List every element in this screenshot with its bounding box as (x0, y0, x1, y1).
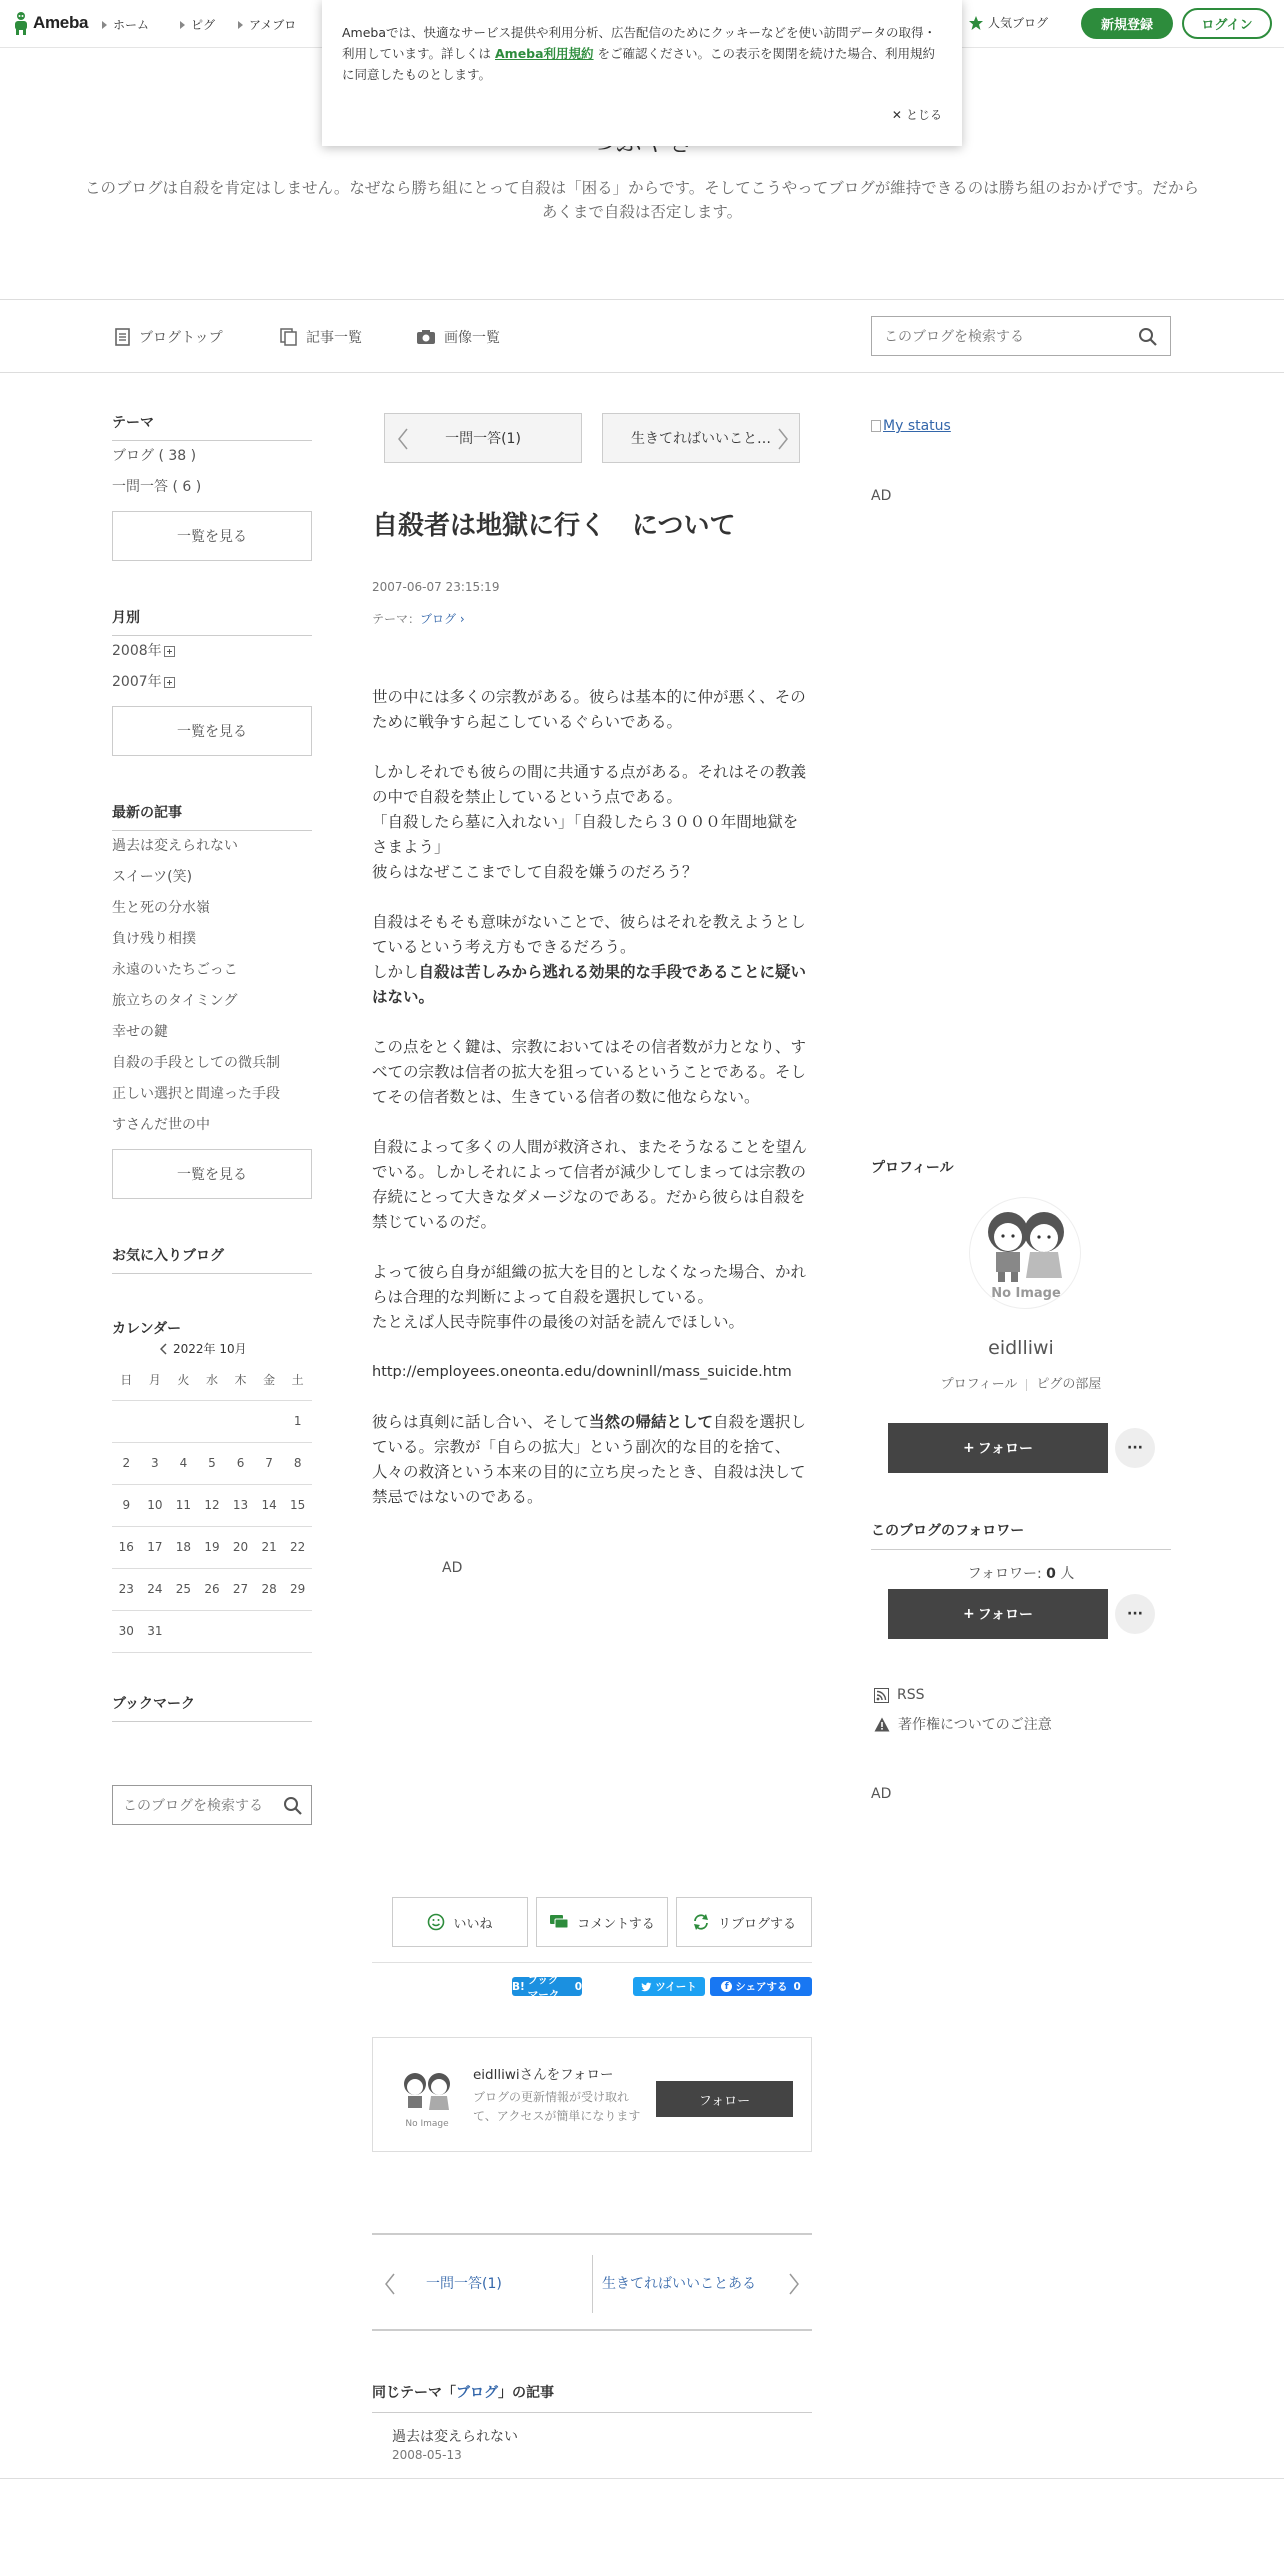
calendar-day: 22 (283, 1526, 312, 1568)
calendar-day: 17 (141, 1526, 170, 1568)
star-icon (968, 15, 984, 31)
rss-link[interactable]: RSS (874, 1687, 925, 1703)
calendar-day: 3 (141, 1442, 170, 1484)
recent-item[interactable]: 幸せの鍵 (112, 1024, 168, 1040)
article-body (372, 685, 812, 1535)
chevron-right-icon[interactable] (788, 2273, 800, 2295)
signup-button[interactable]: 新規登録 (1081, 8, 1173, 39)
theme-heading: テーマ (112, 412, 312, 441)
ameba-logo-icon (12, 11, 30, 35)
recent-item[interactable]: 永遠のいたちごっこ (112, 962, 238, 978)
paragraph: よって彼ら自身が組織の拡大を目的としなくなった場合、かれらは合理的な判断によって自殺を選択している。 たとえば人民寺院事件の最後の対話を読んでほしい。 (372, 1263, 807, 1331)
weekday: 月 (141, 1360, 170, 1400)
calendar-table (112, 1360, 312, 1653)
nav-articles[interactable]: 記事一覧 (280, 327, 362, 347)
blog-description: このブログは自殺を肯定はしません。なぜなら勝ち組にとって自殺は「困る」からです。そしてこうやってブログが維持できるのは勝ち組のおかげです。だからあくまで自殺は否定します。 (85, 179, 1199, 221)
calendar-week (112, 1400, 312, 1442)
profile-links (871, 1373, 1171, 1392)
profile-name[interactable]: eidlliwi (988, 1337, 1054, 1359)
prev-article-button[interactable]: 一問一答(1) (384, 413, 582, 463)
followers-count: フォロワー: 0 人 (967, 1566, 1075, 1582)
like-button[interactable]: いいね (392, 1897, 528, 1947)
calendar-week (112, 1568, 312, 1610)
calendar-week (112, 1442, 312, 1484)
year-2007[interactable]: 2007年 (112, 671, 175, 691)
copy-icon (280, 328, 298, 346)
weekday: 土 (283, 1360, 312, 1400)
bookmark-heading: ブックマーク (112, 1693, 312, 1722)
topnav-pigg[interactable]: ピグ (180, 16, 215, 33)
calendar-day (141, 1400, 170, 1442)
cookie-close-button[interactable]: ✕ とじる (892, 105, 942, 126)
hatena-bookmark-button[interactable]: B! ブックマーク 0 (512, 1973, 582, 2001)
bottom-pagination (372, 2233, 812, 2331)
calendar-day: 14 (255, 1484, 284, 1526)
cookie-text: Amebaでは、快適なサービス提供や利用分析、広告配信のためにクッキーなどを使い訪問データの取得・利用しています。詳しくは (342, 25, 937, 61)
weekday: 水 (198, 1360, 227, 1400)
profile-heading: プロフィール (871, 1160, 954, 1176)
calendar-day: 10 (141, 1484, 170, 1526)
triangle-right-icon (238, 21, 243, 29)
recent-item[interactable]: スイーツ(笑) (112, 869, 193, 885)
hatena-icon: B! (512, 1980, 525, 1993)
follow-button-2[interactable]: + フォロー (888, 1589, 1108, 1639)
ameba-logo[interactable] (12, 11, 88, 35)
monthly-heading: 月別 (112, 607, 312, 636)
calendar-day (198, 1400, 227, 1442)
plus-icon: + (962, 1606, 975, 1622)
calendar-week (112, 1484, 312, 1526)
follow-card-button[interactable]: フォロー (656, 2081, 793, 2117)
recent-item[interactable]: すさんだ世の中 (112, 1117, 210, 1133)
same-theme-link[interactable]: ブログ (456, 2385, 498, 2401)
calendar-day: 31 (141, 1610, 170, 1652)
weekday: 木 (226, 1360, 255, 1400)
avatar[interactable] (969, 1197, 1081, 1309)
calendar-day: 7 (255, 1442, 284, 1484)
terms-link[interactable]: Ameba利用規約 (495, 46, 594, 61)
calendar-day: 25 (169, 1568, 198, 1610)
calendar-day: 11 (169, 1484, 198, 1526)
recent-see-all-button[interactable]: 一覧を見る (112, 1149, 312, 1199)
cookie-notice (322, 0, 962, 146)
tweet-button[interactable]: ツイート (633, 1977, 705, 1996)
no-image-caption: No Image (405, 2119, 449, 2129)
recent-item[interactable]: 負け残り相撲 (112, 931, 196, 947)
paragraph: 自殺によって多くの人間が救済され、またそうなることを望んでいる。しかしそれによって信者が減少してしまっては宗教の存続にとって大きなダメージなのである。だから彼らは自殺を禁じているのだ。 (372, 1138, 807, 1231)
favorites-heading: お気に入りブログ (112, 1245, 312, 1274)
calendar-day: 8 (283, 1442, 312, 1484)
login-button[interactable]: ログイン (1182, 8, 1272, 39)
year-2008[interactable]: 2008年 (112, 640, 175, 660)
weekday: 日 (112, 1360, 141, 1400)
follow-card (372, 2037, 812, 2152)
topnav-ameblo[interactable]: アメブロ (238, 16, 296, 33)
close-icon: ✕ (891, 108, 902, 122)
calendar-day: 2 (112, 1442, 141, 1484)
calendar-day (169, 1400, 198, 1442)
weekday: 金 (255, 1360, 284, 1400)
calendar-day: 9 (112, 1484, 141, 1526)
plus-icon: + (962, 1440, 975, 1456)
expand-icon[interactable] (164, 677, 175, 688)
blog-navbar (0, 299, 1284, 373)
ad-label: AD (442, 1560, 463, 1576)
cookie-text-after: をご確認ください。この表示を関閉を続けた場合、利用規約に同意したものとします。 (342, 46, 936, 82)
search-icon[interactable] (283, 1796, 303, 1816)
theme-see-all-button[interactable]: 一覧を見る (112, 511, 312, 561)
ameba-logo-text: Ameba (33, 13, 89, 32)
calendar-week (112, 1526, 312, 1568)
calendar-day (255, 1400, 284, 1442)
comment-icon (549, 1914, 569, 1930)
recent-heading: 最新の記事 (112, 802, 312, 831)
warning-icon (874, 1717, 890, 1732)
triangle-right-icon (102, 21, 107, 29)
calendar-heading: カレンダー (112, 1321, 182, 1337)
twitter-bird-icon (641, 1982, 652, 1992)
calendar-day: 27 (226, 1568, 255, 1610)
sidebar-search-input[interactable] (113, 1786, 273, 1824)
calendar-day: 29 (283, 1568, 312, 1610)
copyright-notice-link[interactable]: 著作権についてのご注意 (874, 1714, 1052, 1734)
calendar-day: 26 (198, 1568, 227, 1610)
divider (372, 1962, 812, 1963)
bottom-next-link[interactable]: 生きてればいいことある (602, 2276, 756, 2292)
nav-blog-top[interactable]: ブログトップ (115, 327, 223, 347)
chevron-right-icon: › (456, 612, 465, 626)
article-title: 自殺者は地獄に行く について (372, 511, 736, 541)
calendar-day: 16 (112, 1526, 141, 1568)
calendar-day: 5 (198, 1442, 227, 1484)
calendar-day: 15 (283, 1484, 312, 1526)
chevron-right-icon (777, 428, 789, 450)
bottom-prev-link[interactable]: 一問一答(1) (426, 2276, 502, 2292)
paragraph: この点をとく鍵は、宗教においてはその信者数が力となり、すべての宗教は信者の拡大を狙っているということである。そしてその信者数とは、生きている信者の数に他ならない。 (372, 1038, 807, 1106)
my-status-link[interactable]: My status (871, 418, 951, 434)
nav-images[interactable]: 画像一覧 (416, 327, 500, 347)
article-theme-link[interactable]: ブログ (420, 612, 457, 626)
theme-item-qa[interactable]: 一問一答 ( 6 ) (112, 479, 202, 495)
calendar-day: 18 (169, 1526, 198, 1568)
calendar-day: 20 (226, 1526, 255, 1568)
reblog-button[interactable]: リブログする (676, 1897, 812, 1947)
follow-button[interactable]: + フォロー (888, 1423, 1108, 1473)
calendar-day (169, 1610, 198, 1652)
same-theme-heading: 同じテーマ「ブログ」の記事 (372, 2382, 812, 2413)
comment-button[interactable]: コメントする (536, 1897, 668, 1947)
search-icon[interactable] (1138, 327, 1158, 347)
calendar-day: 19 (198, 1526, 227, 1568)
paragraph: 世の中には多くの宗教がある。彼らは基本的に仲が悪く、そのために戦争すら起こしているぐらいである。 (372, 688, 806, 731)
calendar-day (255, 1610, 284, 1652)
article-theme: テーマ：ブログ › (372, 612, 465, 626)
chevron-left-icon (397, 428, 409, 450)
recent-item[interactable]: 自殺の手段としての微兵制 (112, 1055, 280, 1071)
camera-icon (416, 329, 436, 345)
reblog-icon (692, 1913, 710, 1931)
monthly-see-all-button[interactable]: 一覧を見る (112, 706, 312, 756)
followers-heading: このブログのフォロワー (871, 1520, 1171, 1550)
calendar-day: 21 (255, 1526, 284, 1568)
calendar-day: 28 (255, 1568, 284, 1610)
recent-item[interactable]: 旅立ちのタイミング (112, 993, 238, 1009)
footer-divider (0, 2478, 1284, 2479)
next-article-button[interactable]: 生きてればいいこと… (602, 413, 800, 463)
calendar-day: 12 (198, 1484, 227, 1526)
facebook-share-button[interactable]: f シェアする 0 (710, 1977, 812, 1996)
recent-item[interactable]: 生と死の分水嶺 (112, 900, 210, 916)
calendar-week (112, 1610, 312, 1652)
paragraph: 彼らは真剣に話し合い、そして当然の帰結として自殺を選択している。宗教が「自らの拡大」という副次的な目的を捨て、人々の救済という本来の目的に立ち戻ったとき、自殺は決して禁忌ではないのである。 (372, 1413, 807, 1506)
smile-icon (427, 1913, 445, 1931)
calendar-day: 4 (169, 1442, 198, 1484)
profile-link[interactable]: プロフィール (940, 1377, 1018, 1392)
more-button-2[interactable]: ··· (1115, 1594, 1155, 1634)
paragraph: しかしそれでも彼らの間に共通する点がある。それはその教義の中で自殺を禁止しているという点である。 「自殺したら墓に入れない」「自殺したら３０００年間地獄をさまよう」 彼らはなぜここまでして自殺を嫌うのだろう？ (372, 763, 807, 881)
calendar-month: 2022年 10月 (160, 1340, 247, 1357)
chevron-left-icon[interactable] (160, 1343, 168, 1355)
article-date: 2007-06-07 23:15:19 (372, 580, 500, 594)
recent-item[interactable]: 正しい選択と間違った手段 (112, 1086, 280, 1102)
follow-card-name: eidlliwiさんをフォロー (473, 2067, 614, 2083)
calendar-body (112, 1400, 312, 1652)
expand-icon[interactable] (164, 646, 175, 657)
calendar-day: 30 (112, 1610, 141, 1652)
popular-blog-link[interactable]: 人気ブログ (968, 14, 1048, 31)
triangle-right-icon (180, 21, 185, 29)
chevron-left-icon[interactable] (384, 2273, 396, 2295)
calendar-day: 13 (226, 1484, 255, 1526)
calendar-day: 23 (112, 1568, 141, 1610)
pigg-room-link[interactable]: ピグの部屋 (1036, 1377, 1102, 1392)
no-image-avatar-icon (970, 1198, 1081, 1309)
topnav-home[interactable]: ホーム (102, 16, 149, 33)
more-button[interactable]: ··· (1115, 1428, 1155, 1468)
same-theme-item[interactable]: 過去は変えられない (392, 2429, 518, 2445)
calendar-day (226, 1400, 255, 1442)
document-icon (115, 328, 131, 346)
calendar-day: 1 (283, 1400, 312, 1442)
calendar-day (226, 1610, 255, 1652)
facebook-icon: f (721, 1981, 732, 1992)
calendar-day: 6 (226, 1442, 255, 1484)
calendar-day (112, 1400, 141, 1442)
calendar-weekdays (112, 1360, 312, 1400)
blog-search-input[interactable] (872, 317, 1112, 355)
weekday: 火 (169, 1360, 198, 1400)
follow-card-description: ブログの更新情報が受け取れて、アクセスが簡単になります (473, 2090, 641, 2123)
calendar-day (198, 1610, 227, 1652)
same-theme-item-date: 2008-05-13 (392, 2448, 462, 2462)
ad-label: AD (871, 488, 892, 504)
theme-item-blog[interactable]: ブログ ( 38 ) (112, 448, 197, 464)
url-text: http://employees.oneonta.edu/downinll/mass_suicide.htm (372, 1364, 792, 1380)
no-image-caption: No Image (991, 1286, 1061, 1301)
divider (592, 2255, 593, 2313)
separator (1026, 1379, 1027, 1391)
blog-search-box (871, 316, 1171, 356)
calendar-day: 24 (141, 1568, 170, 1610)
sidebar-search-box (112, 1785, 312, 1825)
paragraph: 自殺はそもそも意味がないことで、彼らはそれを教えようとしているという考え方もできるだろう。 しかし自殺は苦しみから逃れる効果的な手段であることに疑いはない。 (372, 913, 807, 1006)
recent-item[interactable]: 過去は変えられない (112, 838, 238, 854)
broken-image-icon (871, 420, 881, 432)
no-image-avatar-icon (395, 2068, 459, 2130)
calendar-day (283, 1610, 312, 1652)
rss-icon (874, 1688, 889, 1703)
ad-label: AD (871, 1786, 892, 1802)
